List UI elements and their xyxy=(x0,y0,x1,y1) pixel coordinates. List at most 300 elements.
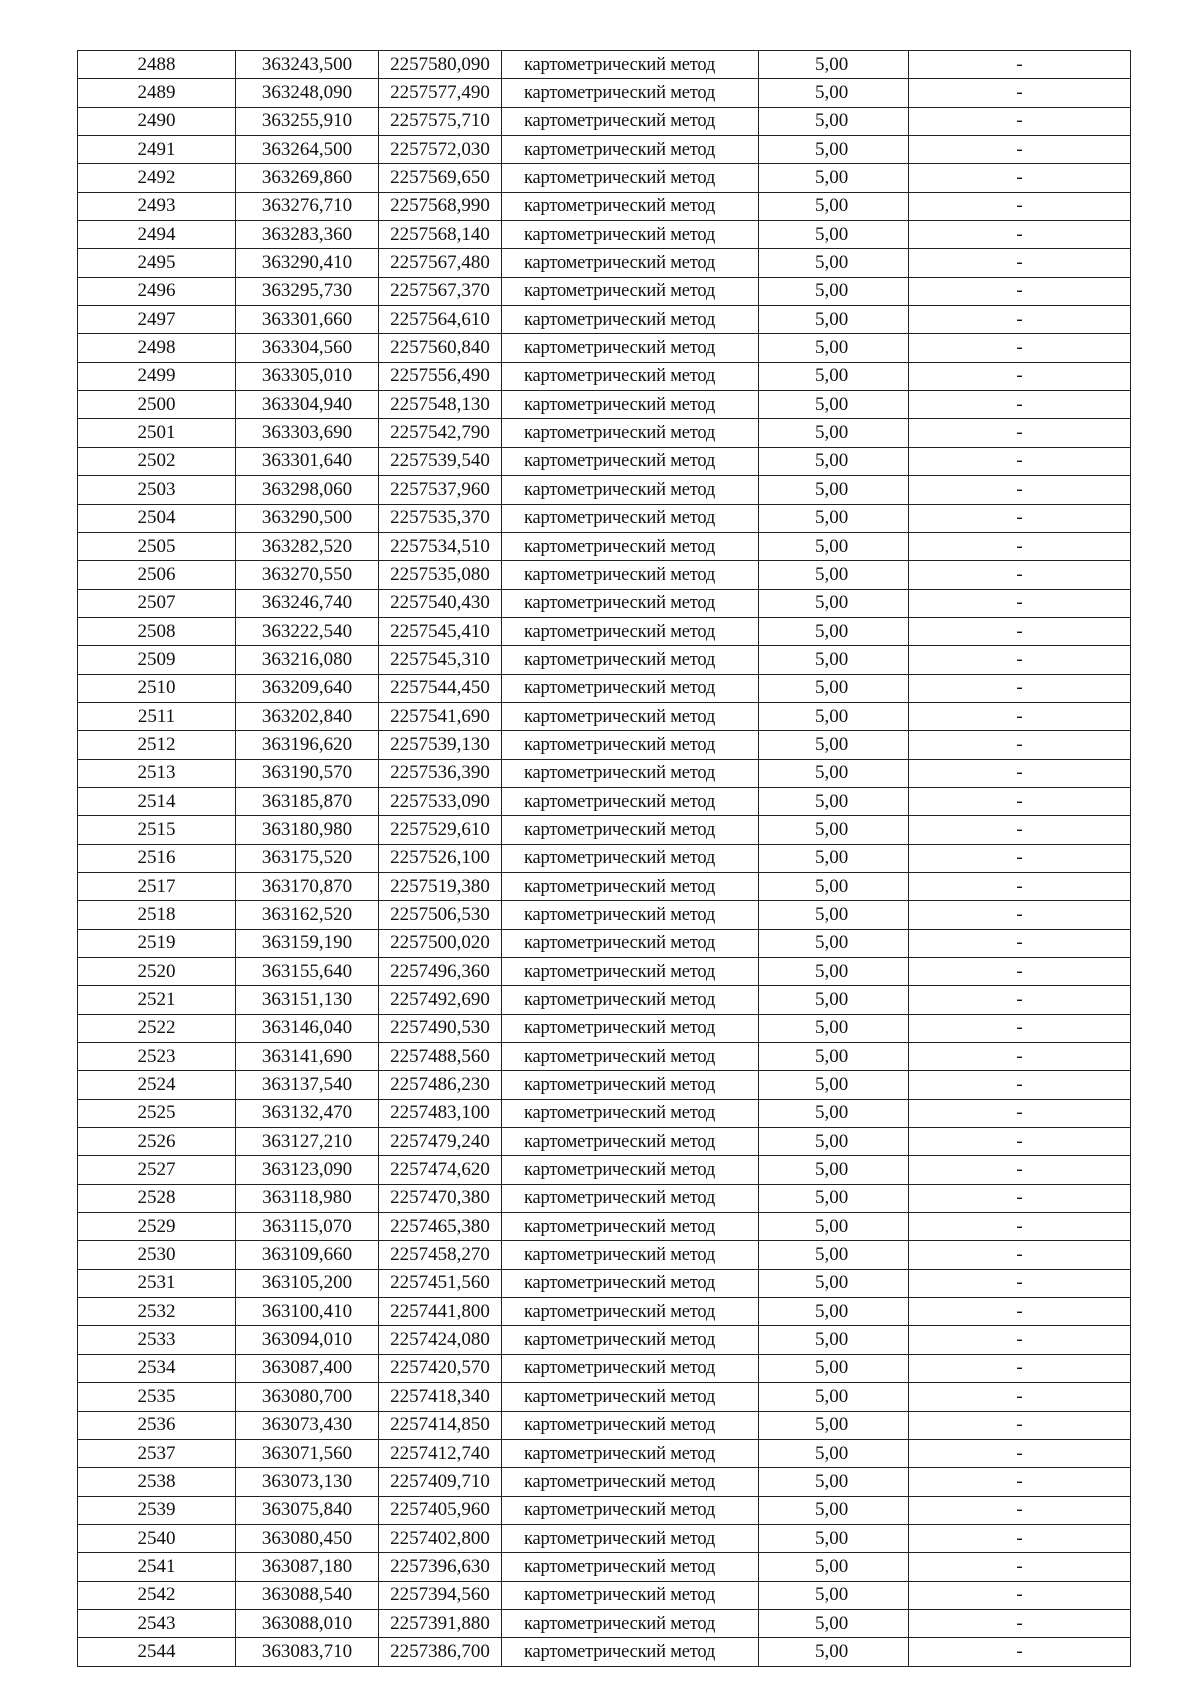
point-number-cell: 2538 xyxy=(78,1468,236,1496)
note-cell: - xyxy=(909,1609,1131,1637)
accuracy-cell: 5,00 xyxy=(759,447,909,475)
x-coordinate-cell: 363255,910 xyxy=(236,107,379,135)
y-coordinate-cell: 2257529,610 xyxy=(379,816,502,844)
point-number-cell: 2490 xyxy=(78,107,236,135)
point-number-cell: 2513 xyxy=(78,759,236,787)
method-cell: картометрический метод xyxy=(502,419,759,447)
method-cell: картометрический метод xyxy=(502,306,759,334)
y-coordinate-cell: 2257496,360 xyxy=(379,958,502,986)
point-number-cell: 2526 xyxy=(78,1128,236,1156)
note-cell: - xyxy=(909,929,1131,957)
y-coordinate-cell: 2257539,540 xyxy=(379,447,502,475)
method-cell: картометрический метод xyxy=(502,901,759,929)
note-cell: - xyxy=(909,1269,1131,1297)
method-cell: картометрический метод xyxy=(502,1383,759,1411)
y-coordinate-cell: 2257519,380 xyxy=(379,872,502,900)
point-number-cell: 2495 xyxy=(78,249,236,277)
method-cell: картометрический метод xyxy=(502,844,759,872)
note-cell: - xyxy=(909,1439,1131,1467)
y-coordinate-cell: 2257488,560 xyxy=(379,1043,502,1071)
accuracy-cell: 5,00 xyxy=(759,192,909,220)
y-coordinate-cell: 2257541,690 xyxy=(379,702,502,730)
table-row xyxy=(78,646,1131,674)
x-coordinate-cell: 363303,690 xyxy=(236,419,379,447)
point-number-cell: 2508 xyxy=(78,617,236,645)
note-cell: - xyxy=(909,1383,1131,1411)
note-cell: - xyxy=(909,362,1131,390)
table-row xyxy=(78,617,1131,645)
method-cell: картометрический метод xyxy=(502,1354,759,1382)
table-row xyxy=(78,759,1131,787)
x-coordinate-cell: 363075,840 xyxy=(236,1496,379,1524)
table-row xyxy=(78,1524,1131,1552)
note-cell: - xyxy=(909,1099,1131,1127)
point-number-cell: 2489 xyxy=(78,79,236,107)
table-row xyxy=(78,306,1131,334)
x-coordinate-cell: 363073,130 xyxy=(236,1468,379,1496)
y-coordinate-cell: 2257465,380 xyxy=(379,1213,502,1241)
note-cell: - xyxy=(909,504,1131,532)
x-coordinate-cell: 363304,560 xyxy=(236,334,379,362)
table-row xyxy=(78,476,1131,504)
table-row xyxy=(78,1099,1131,1127)
point-number-cell: 2502 xyxy=(78,447,236,475)
point-number-cell: 2530 xyxy=(78,1241,236,1269)
point-number-cell: 2543 xyxy=(78,1609,236,1637)
table-row xyxy=(78,1439,1131,1467)
x-coordinate-cell: 363264,500 xyxy=(236,136,379,164)
y-coordinate-cell: 2257394,560 xyxy=(379,1581,502,1609)
accuracy-cell: 5,00 xyxy=(759,1128,909,1156)
method-cell: картометрический метод xyxy=(502,617,759,645)
method-cell: картометрический метод xyxy=(502,136,759,164)
note-cell: - xyxy=(909,759,1131,787)
table-row xyxy=(78,136,1131,164)
y-coordinate-cell: 2257545,310 xyxy=(379,646,502,674)
accuracy-cell: 5,00 xyxy=(759,589,909,617)
note-cell: - xyxy=(909,1524,1131,1552)
table-row xyxy=(78,872,1131,900)
note-cell: - xyxy=(909,1128,1131,1156)
y-coordinate-cell: 2257560,840 xyxy=(379,334,502,362)
method-cell: картометрический метод xyxy=(502,958,759,986)
table-row xyxy=(78,334,1131,362)
table-row xyxy=(78,1581,1131,1609)
note-cell: - xyxy=(909,1241,1131,1269)
y-coordinate-cell: 2257535,370 xyxy=(379,504,502,532)
y-coordinate-cell: 2257500,020 xyxy=(379,929,502,957)
y-coordinate-cell: 2257412,740 xyxy=(379,1439,502,1467)
y-coordinate-cell: 2257556,490 xyxy=(379,362,502,390)
table-row xyxy=(78,731,1131,759)
method-cell: картометрический метод xyxy=(502,589,759,617)
x-coordinate-cell: 363295,730 xyxy=(236,277,379,305)
y-coordinate-cell: 2257386,700 xyxy=(379,1638,502,1666)
note-cell: - xyxy=(909,986,1131,1014)
y-coordinate-cell: 2257569,650 xyxy=(379,164,502,192)
table-row xyxy=(78,787,1131,815)
note-cell: - xyxy=(909,447,1131,475)
y-coordinate-cell: 2257474,620 xyxy=(379,1156,502,1184)
x-coordinate-cell: 363202,840 xyxy=(236,702,379,730)
x-coordinate-cell: 363305,010 xyxy=(236,362,379,390)
x-coordinate-cell: 363080,450 xyxy=(236,1524,379,1552)
table-row xyxy=(78,249,1131,277)
x-coordinate-cell: 363080,700 xyxy=(236,1383,379,1411)
point-number-cell: 2523 xyxy=(78,1043,236,1071)
table-row xyxy=(78,1298,1131,1326)
x-coordinate-cell: 363290,410 xyxy=(236,249,379,277)
note-cell: - xyxy=(909,561,1131,589)
x-coordinate-cell: 363073,430 xyxy=(236,1411,379,1439)
method-cell: картометрический метод xyxy=(502,107,759,135)
table-row xyxy=(78,164,1131,192)
point-number-cell: 2492 xyxy=(78,164,236,192)
note-cell: - xyxy=(909,1581,1131,1609)
table-row xyxy=(78,51,1131,79)
point-number-cell: 2511 xyxy=(78,702,236,730)
point-number-cell: 2514 xyxy=(78,787,236,815)
table-row xyxy=(78,986,1131,1014)
method-cell: картометрический метод xyxy=(502,731,759,759)
note-cell: - xyxy=(909,107,1131,135)
method-cell: картометрический метод xyxy=(502,1269,759,1297)
note-cell: - xyxy=(909,532,1131,560)
y-coordinate-cell: 2257458,270 xyxy=(379,1241,502,1269)
table-row xyxy=(78,816,1131,844)
method-cell: картометрический метод xyxy=(502,1638,759,1666)
x-coordinate-cell: 363162,520 xyxy=(236,901,379,929)
method-cell: картометрический метод xyxy=(502,1156,759,1184)
x-coordinate-cell: 363100,410 xyxy=(236,1298,379,1326)
y-coordinate-cell: 2257548,130 xyxy=(379,391,502,419)
method-cell: картометрический метод xyxy=(502,1553,759,1581)
x-coordinate-cell: 363301,640 xyxy=(236,447,379,475)
point-number-cell: 2491 xyxy=(78,136,236,164)
accuracy-cell: 5,00 xyxy=(759,1411,909,1439)
accuracy-cell: 5,00 xyxy=(759,759,909,787)
point-number-cell: 2521 xyxy=(78,986,236,1014)
table-row xyxy=(78,589,1131,617)
x-coordinate-cell: 363301,660 xyxy=(236,306,379,334)
table-row xyxy=(78,901,1131,929)
accuracy-cell: 5,00 xyxy=(759,1609,909,1637)
x-coordinate-cell: 363283,360 xyxy=(236,221,379,249)
note-cell: - xyxy=(909,51,1131,79)
y-coordinate-cell: 2257564,610 xyxy=(379,306,502,334)
x-coordinate-cell: 363170,870 xyxy=(236,872,379,900)
table-row xyxy=(78,1383,1131,1411)
point-number-cell: 2534 xyxy=(78,1354,236,1382)
note-cell: - xyxy=(909,476,1131,504)
y-coordinate-cell: 2257486,230 xyxy=(379,1071,502,1099)
point-number-cell: 2498 xyxy=(78,334,236,362)
table-row xyxy=(78,1468,1131,1496)
method-cell: картометрический метод xyxy=(502,646,759,674)
point-number-cell: 2509 xyxy=(78,646,236,674)
accuracy-cell: 5,00 xyxy=(759,532,909,560)
table-row xyxy=(78,192,1131,220)
point-number-cell: 2542 xyxy=(78,1581,236,1609)
method-cell: картометрический метод xyxy=(502,872,759,900)
x-coordinate-cell: 363123,090 xyxy=(236,1156,379,1184)
y-coordinate-cell: 2257405,960 xyxy=(379,1496,502,1524)
point-number-cell: 2544 xyxy=(78,1638,236,1666)
x-coordinate-cell: 363115,070 xyxy=(236,1213,379,1241)
method-cell: картометрический метод xyxy=(502,79,759,107)
table-row xyxy=(78,447,1131,475)
table-row xyxy=(78,221,1131,249)
table-row xyxy=(78,1609,1131,1637)
accuracy-cell: 5,00 xyxy=(759,249,909,277)
accuracy-cell: 5,00 xyxy=(759,164,909,192)
table-row xyxy=(78,277,1131,305)
table-row xyxy=(78,504,1131,532)
point-number-cell: 2518 xyxy=(78,901,236,929)
note-cell: - xyxy=(909,646,1131,674)
accuracy-cell: 5,00 xyxy=(759,1468,909,1496)
point-number-cell: 2494 xyxy=(78,221,236,249)
point-number-cell: 2536 xyxy=(78,1411,236,1439)
table-row xyxy=(78,1014,1131,1042)
method-cell: картометрический метод xyxy=(502,1241,759,1269)
method-cell: картометрический метод xyxy=(502,1411,759,1439)
method-cell: картометрический метод xyxy=(502,1496,759,1524)
x-coordinate-cell: 363094,010 xyxy=(236,1326,379,1354)
accuracy-cell: 5,00 xyxy=(759,1383,909,1411)
method-cell: картометрический метод xyxy=(502,787,759,815)
y-coordinate-cell: 2257575,710 xyxy=(379,107,502,135)
accuracy-cell: 5,00 xyxy=(759,674,909,702)
x-coordinate-cell: 363175,520 xyxy=(236,844,379,872)
accuracy-cell: 5,00 xyxy=(759,1524,909,1552)
method-cell: картометрический метод xyxy=(502,391,759,419)
table-row xyxy=(78,362,1131,390)
x-coordinate-cell: 363185,870 xyxy=(236,787,379,815)
method-cell: картометрический метод xyxy=(502,447,759,475)
table-row xyxy=(78,107,1131,135)
point-number-cell: 2500 xyxy=(78,391,236,419)
table-row xyxy=(78,674,1131,702)
note-cell: - xyxy=(909,731,1131,759)
method-cell: картометрический метод xyxy=(502,504,759,532)
accuracy-cell: 5,00 xyxy=(759,1326,909,1354)
accuracy-cell: 5,00 xyxy=(759,306,909,334)
table-row xyxy=(78,419,1131,447)
table-row xyxy=(78,1553,1131,1581)
note-cell: - xyxy=(909,277,1131,305)
accuracy-cell: 5,00 xyxy=(759,986,909,1014)
accuracy-cell: 5,00 xyxy=(759,51,909,79)
point-number-cell: 2517 xyxy=(78,872,236,900)
point-number-cell: 2516 xyxy=(78,844,236,872)
method-cell: картометрический метод xyxy=(502,816,759,844)
note-cell: - xyxy=(909,844,1131,872)
y-coordinate-cell: 2257545,410 xyxy=(379,617,502,645)
method-cell: картометрический метод xyxy=(502,51,759,79)
x-coordinate-cell: 363087,400 xyxy=(236,1354,379,1382)
x-coordinate-cell: 363088,010 xyxy=(236,1609,379,1637)
table-row xyxy=(78,958,1131,986)
note-cell: - xyxy=(909,1298,1131,1326)
point-number-cell: 2497 xyxy=(78,306,236,334)
method-cell: картометрический метод xyxy=(502,1014,759,1042)
accuracy-cell: 5,00 xyxy=(759,1241,909,1269)
method-cell: картометрический метод xyxy=(502,249,759,277)
x-coordinate-cell: 363132,470 xyxy=(236,1099,379,1127)
point-number-cell: 2528 xyxy=(78,1184,236,1212)
method-cell: картометрический метод xyxy=(502,1439,759,1467)
accuracy-cell: 5,00 xyxy=(759,1298,909,1326)
method-cell: картометрический метод xyxy=(502,561,759,589)
accuracy-cell: 5,00 xyxy=(759,221,909,249)
y-coordinate-cell: 2257534,510 xyxy=(379,532,502,560)
accuracy-cell: 5,00 xyxy=(759,1184,909,1212)
point-number-cell: 2525 xyxy=(78,1099,236,1127)
point-number-cell: 2529 xyxy=(78,1213,236,1241)
accuracy-cell: 5,00 xyxy=(759,476,909,504)
table-row xyxy=(78,1354,1131,1382)
y-coordinate-cell: 2257409,710 xyxy=(379,1468,502,1496)
method-cell: картометрический метод xyxy=(502,1128,759,1156)
point-number-cell: 2496 xyxy=(78,277,236,305)
x-coordinate-cell: 363141,690 xyxy=(236,1043,379,1071)
y-coordinate-cell: 2257526,100 xyxy=(379,844,502,872)
x-coordinate-cell: 363269,860 xyxy=(236,164,379,192)
note-cell: - xyxy=(909,1638,1131,1666)
table-row xyxy=(78,1184,1131,1212)
y-coordinate-cell: 2257540,430 xyxy=(379,589,502,617)
accuracy-cell: 5,00 xyxy=(759,1269,909,1297)
y-coordinate-cell: 2257506,530 xyxy=(379,901,502,929)
y-coordinate-cell: 2257567,370 xyxy=(379,277,502,305)
x-coordinate-cell: 363222,540 xyxy=(236,617,379,645)
table-row xyxy=(78,1043,1131,1071)
accuracy-cell: 5,00 xyxy=(759,504,909,532)
note-cell: - xyxy=(909,958,1131,986)
table-row xyxy=(78,929,1131,957)
accuracy-cell: 5,00 xyxy=(759,136,909,164)
x-coordinate-cell: 363146,040 xyxy=(236,1014,379,1042)
method-cell: картометрический метод xyxy=(502,334,759,362)
accuracy-cell: 5,00 xyxy=(759,561,909,589)
point-number-cell: 2504 xyxy=(78,504,236,532)
y-coordinate-cell: 2257492,690 xyxy=(379,986,502,1014)
y-coordinate-cell: 2257567,480 xyxy=(379,249,502,277)
note-cell: - xyxy=(909,1014,1131,1042)
table-row xyxy=(78,561,1131,589)
x-coordinate-cell: 363246,740 xyxy=(236,589,379,617)
x-coordinate-cell: 363209,640 xyxy=(236,674,379,702)
point-number-cell: 2507 xyxy=(78,589,236,617)
method-cell: картометрический метод xyxy=(502,1581,759,1609)
point-number-cell: 2493 xyxy=(78,192,236,220)
coordinates-table xyxy=(77,50,1131,1667)
table-row xyxy=(78,391,1131,419)
x-coordinate-cell: 363304,940 xyxy=(236,391,379,419)
method-cell: картометрический метод xyxy=(502,277,759,305)
x-coordinate-cell: 363105,200 xyxy=(236,1269,379,1297)
note-cell: - xyxy=(909,192,1131,220)
y-coordinate-cell: 2257568,140 xyxy=(379,221,502,249)
y-coordinate-cell: 2257536,390 xyxy=(379,759,502,787)
table-row xyxy=(78,1411,1131,1439)
note-cell: - xyxy=(909,164,1131,192)
y-coordinate-cell: 2257402,800 xyxy=(379,1524,502,1552)
note-cell: - xyxy=(909,1071,1131,1099)
point-number-cell: 2539 xyxy=(78,1496,236,1524)
note-cell: - xyxy=(909,1156,1131,1184)
note-cell: - xyxy=(909,589,1131,617)
point-number-cell: 2531 xyxy=(78,1269,236,1297)
y-coordinate-cell: 2257568,990 xyxy=(379,192,502,220)
x-coordinate-cell: 363151,130 xyxy=(236,986,379,1014)
x-coordinate-cell: 363282,520 xyxy=(236,532,379,560)
y-coordinate-cell: 2257580,090 xyxy=(379,51,502,79)
x-coordinate-cell: 363087,180 xyxy=(236,1553,379,1581)
point-number-cell: 2527 xyxy=(78,1156,236,1184)
y-coordinate-cell: 2257572,030 xyxy=(379,136,502,164)
method-cell: картометрический метод xyxy=(502,986,759,1014)
accuracy-cell: 5,00 xyxy=(759,334,909,362)
y-coordinate-cell: 2257577,490 xyxy=(379,79,502,107)
method-cell: картометрический метод xyxy=(502,221,759,249)
point-number-cell: 2532 xyxy=(78,1298,236,1326)
accuracy-cell: 5,00 xyxy=(759,816,909,844)
table-row xyxy=(78,844,1131,872)
table-row xyxy=(78,1269,1131,1297)
accuracy-cell: 5,00 xyxy=(759,1553,909,1581)
accuracy-cell: 5,00 xyxy=(759,958,909,986)
note-cell: - xyxy=(909,306,1131,334)
x-coordinate-cell: 363118,980 xyxy=(236,1184,379,1212)
y-coordinate-cell: 2257414,850 xyxy=(379,1411,502,1439)
y-coordinate-cell: 2257533,090 xyxy=(379,787,502,815)
point-number-cell: 2488 xyxy=(78,51,236,79)
note-cell: - xyxy=(909,391,1131,419)
x-coordinate-cell: 363180,980 xyxy=(236,816,379,844)
x-coordinate-cell: 363088,540 xyxy=(236,1581,379,1609)
note-cell: - xyxy=(909,419,1131,447)
point-number-cell: 2541 xyxy=(78,1553,236,1581)
note-cell: - xyxy=(909,1184,1131,1212)
y-coordinate-cell: 2257418,340 xyxy=(379,1383,502,1411)
method-cell: картометрический метод xyxy=(502,1071,759,1099)
y-coordinate-cell: 2257479,240 xyxy=(379,1128,502,1156)
y-coordinate-cell: 2257451,560 xyxy=(379,1269,502,1297)
method-cell: картометрический метод xyxy=(502,532,759,560)
method-cell: картометрический метод xyxy=(502,929,759,957)
table-row xyxy=(78,1638,1131,1666)
table-row xyxy=(78,532,1131,560)
table-row xyxy=(78,1071,1131,1099)
accuracy-cell: 5,00 xyxy=(759,702,909,730)
accuracy-cell: 5,00 xyxy=(759,1354,909,1382)
point-number-cell: 2512 xyxy=(78,731,236,759)
x-coordinate-cell: 363276,710 xyxy=(236,192,379,220)
accuracy-cell: 5,00 xyxy=(759,391,909,419)
table-row xyxy=(78,1156,1131,1184)
x-coordinate-cell: 363270,550 xyxy=(236,561,379,589)
note-cell: - xyxy=(909,1354,1131,1382)
method-cell: картометрический метод xyxy=(502,1326,759,1354)
accuracy-cell: 5,00 xyxy=(759,1014,909,1042)
accuracy-cell: 5,00 xyxy=(759,617,909,645)
note-cell: - xyxy=(909,136,1131,164)
y-coordinate-cell: 2257535,080 xyxy=(379,561,502,589)
y-coordinate-cell: 2257537,960 xyxy=(379,476,502,504)
x-coordinate-cell: 363190,570 xyxy=(236,759,379,787)
